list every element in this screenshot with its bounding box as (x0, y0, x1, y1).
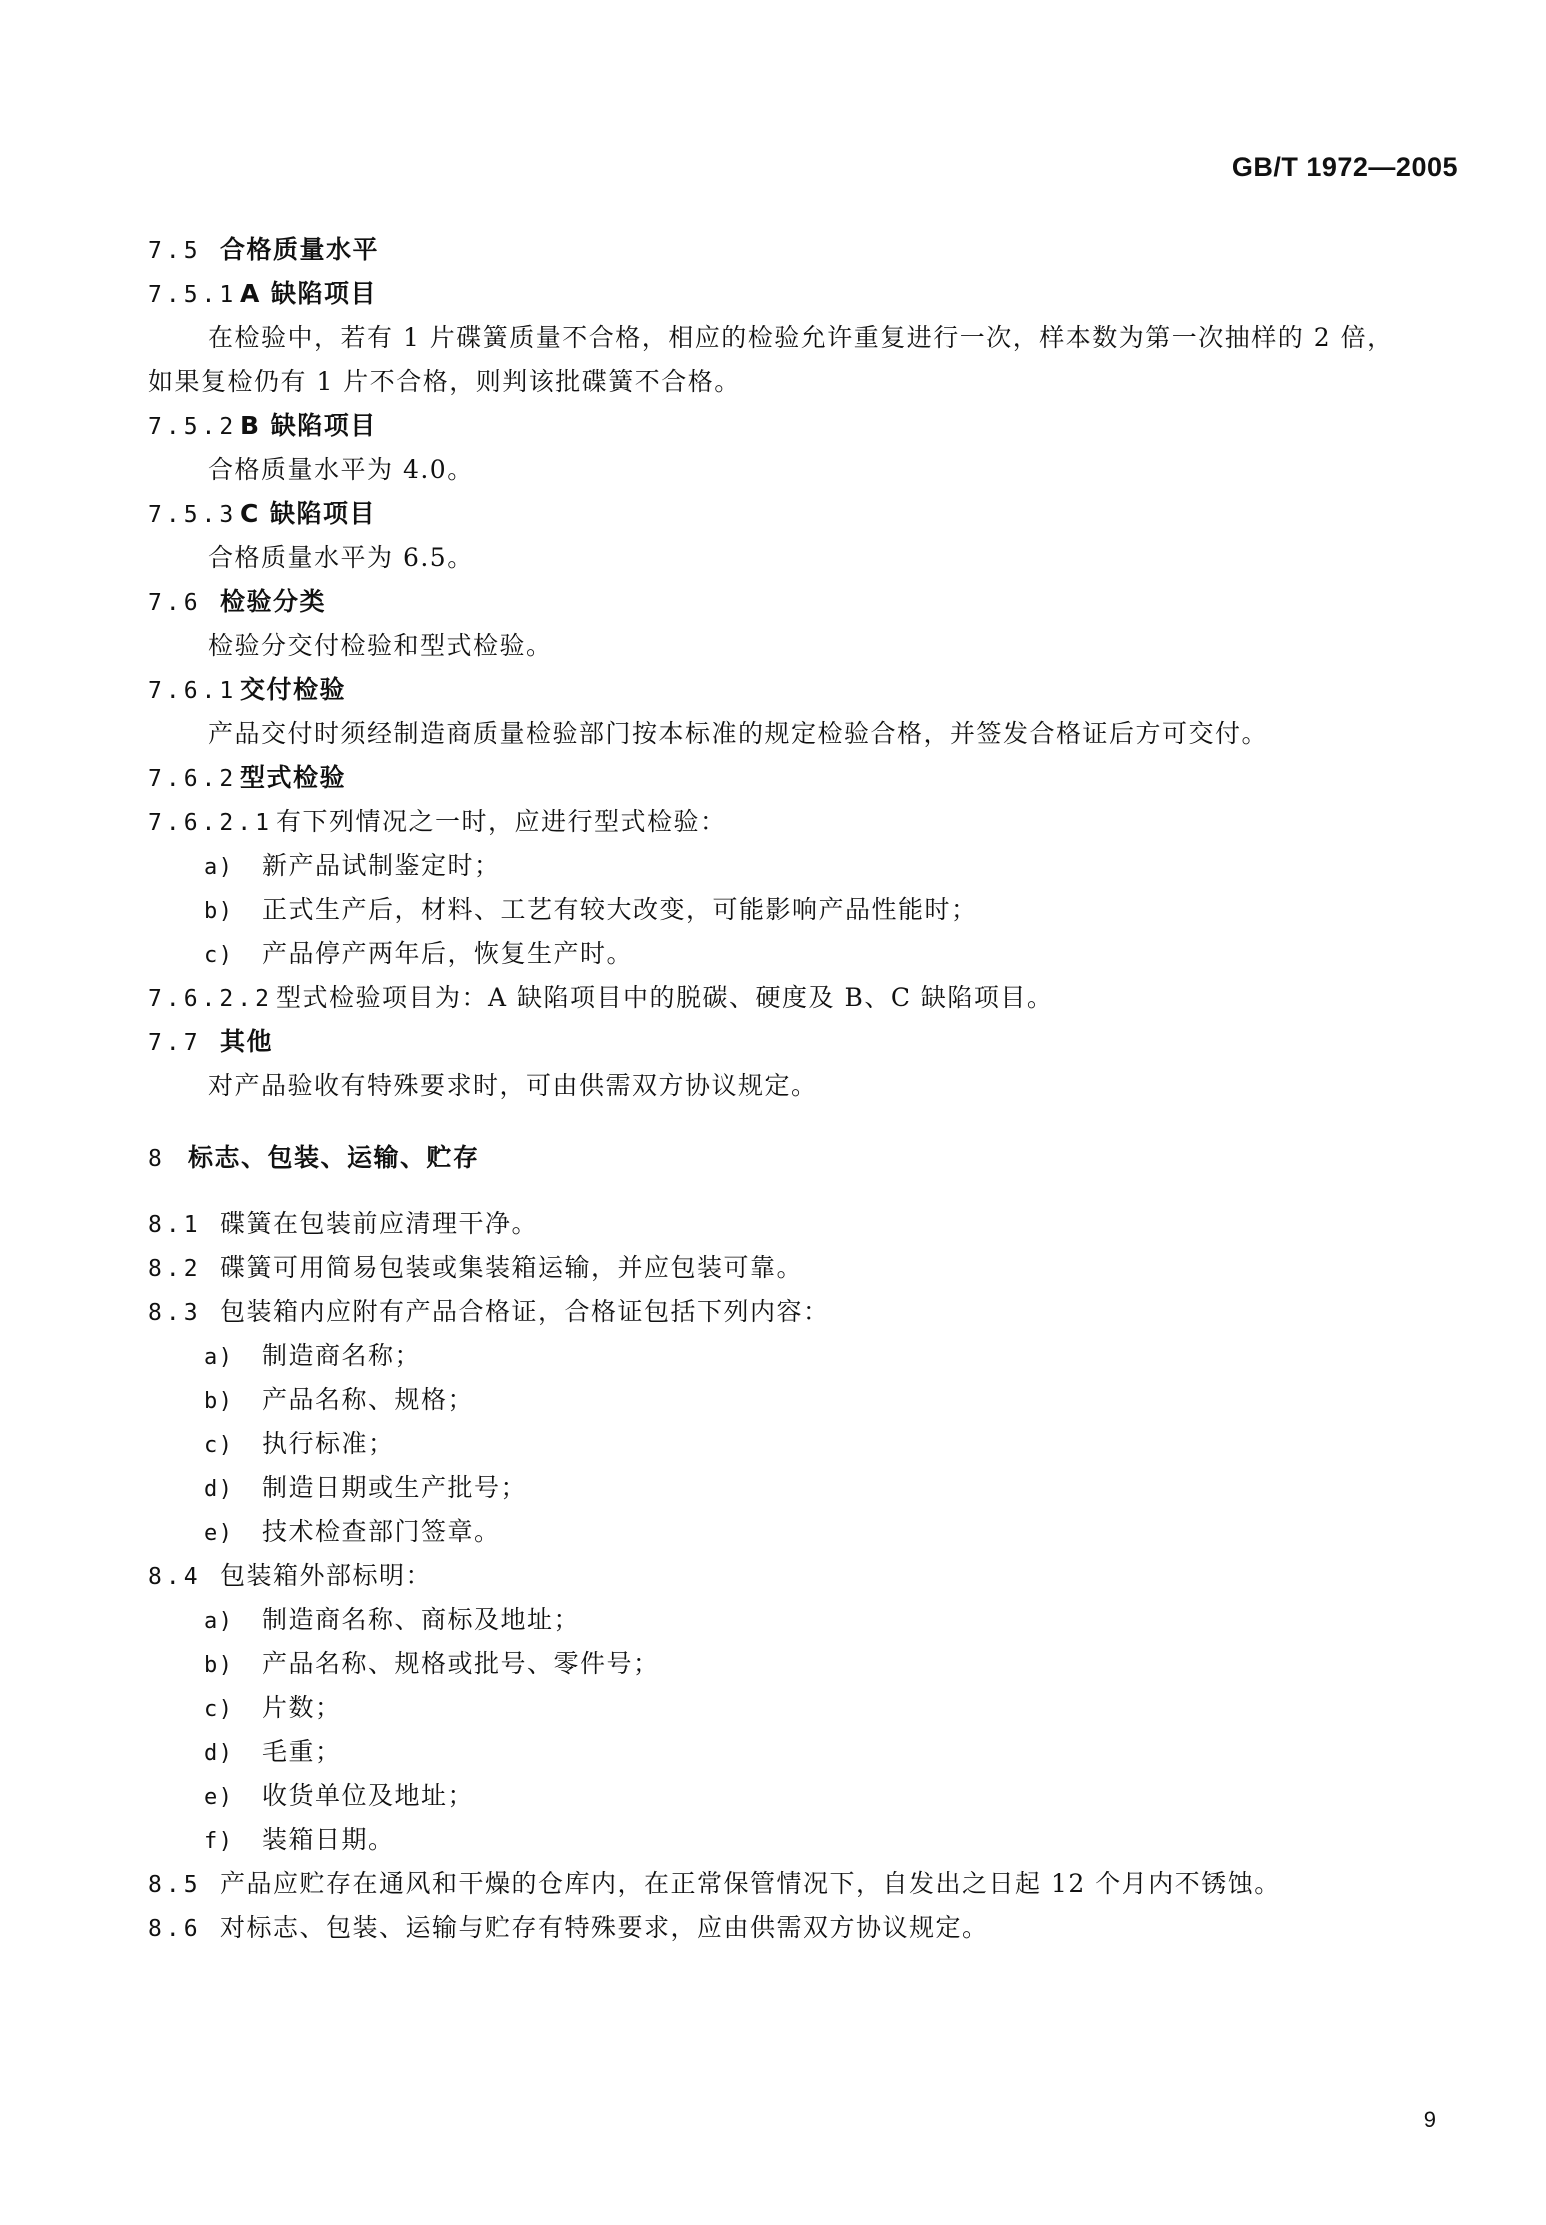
clause (148, 800, 1468, 844)
list-item-label: b) (204, 1653, 234, 1678)
clause (148, 1246, 1468, 1290)
clause (148, 1906, 1468, 1950)
clause-text: 产品应贮存在通风和干燥的仓库内，在正常保管情况下，自发出之日起 12 个月内不锈蚀。 (220, 1869, 1281, 1898)
list-item-label: a) (204, 855, 234, 880)
section-heading (148, 1020, 1468, 1064)
list-item (148, 1774, 1468, 1818)
clause-number: 8.6 (148, 1916, 202, 1942)
list-item-text: 制造商名称、商标及地址； (262, 1605, 581, 1634)
subsection-title: 型式检验 (240, 763, 347, 792)
list-item-label: d) (204, 1477, 234, 1502)
clause-number: 8.5 (148, 1872, 202, 1898)
subsection-number: 7.6.1 (148, 678, 238, 704)
list-item-label: a) (204, 1345, 234, 1370)
clause-number: 8.4 (148, 1564, 202, 1590)
chapter-title: 标志、包装、运输、贮存 (188, 1143, 480, 1172)
section-heading (148, 228, 1468, 272)
list-item-label: e) (204, 1785, 234, 1810)
list-item (148, 1642, 1468, 1686)
paragraph: 对产品验收有特殊要求时，可由供需双方协议规定。 (208, 1071, 818, 1100)
paragraph: 合格质量水平为 4.0。 (208, 455, 474, 484)
section-title: 其他 (220, 1027, 274, 1056)
chapter-heading (148, 1136, 1468, 1180)
list-item-text: 产品停产两年后，恢复生产时。 (262, 939, 634, 968)
clause-text: 包装箱外部标明： (220, 1561, 433, 1590)
list-item (148, 1598, 1468, 1642)
list-item-label: b) (204, 1389, 234, 1414)
clause-text: 有下列情况之一时，应进行型式检验： (276, 807, 727, 836)
list-item-text: 毛重； (262, 1737, 342, 1766)
list-item-text: 装箱日期。 (262, 1825, 395, 1854)
clause-text: 碟簧在包装前应清理干净。 (220, 1209, 539, 1238)
list-item-label: c) (204, 1697, 234, 1722)
list-item (148, 1686, 1468, 1730)
subsection-number: 7.5.1 (148, 282, 238, 308)
subsection-heading (148, 668, 1468, 712)
paragraph: 合格质量水平为 6.5。 (208, 543, 474, 572)
clause (148, 1290, 1468, 1334)
list-item-text: 正式生产后，材料、工艺有较大改变，可能影响产品性能时； (262, 895, 978, 924)
paragraph: 检验分交付检验和型式检验。 (208, 631, 553, 660)
subsection-heading (148, 756, 1468, 800)
clause-number: 8.2 (148, 1256, 202, 1282)
list-item-label: e) (204, 1521, 234, 1546)
clause (148, 1862, 1468, 1906)
list-item-text: 制造日期或生产批号； (262, 1473, 528, 1502)
section-title: 检验分类 (220, 587, 327, 616)
list-item (148, 1422, 1468, 1466)
list-item (148, 1510, 1468, 1554)
clause (148, 1202, 1468, 1246)
clause (148, 1554, 1468, 1598)
list-item (148, 1466, 1468, 1510)
clause-number: 8.1 (148, 1212, 202, 1238)
list-item-text: 片数； (262, 1693, 342, 1722)
clause-number: 7.6.2.1 (148, 810, 273, 836)
subsection-title: 交付检验 (240, 675, 347, 704)
clause (148, 976, 1468, 1020)
list-item (148, 1378, 1468, 1422)
list-item-text: 技术检查部门签章。 (262, 1517, 501, 1546)
list-item-text: 产品名称、规格； (262, 1385, 475, 1414)
list-item (148, 1818, 1468, 1862)
chapter-number: 8 (148, 1146, 166, 1172)
document-body (148, 228, 1468, 1950)
list-item (148, 844, 1468, 888)
subsection-heading (148, 404, 1468, 448)
list-item-text: 制造商名称； (262, 1341, 422, 1370)
subsection-title: A 缺陷项目 (240, 279, 378, 308)
clause-text: 包装箱内应附有产品合格证，合格证包括下列内容： (220, 1297, 830, 1326)
section-heading (148, 580, 1468, 624)
subsection-title: C 缺陷项目 (240, 499, 377, 528)
list-item (148, 1334, 1468, 1378)
paragraph-continuation: 如果复检仍有 1 片不合格，则判该批碟簧不合格。 (148, 367, 741, 396)
subsection-number: 7.5.3 (148, 502, 238, 528)
paragraph: 产品交付时须经制造商质量检验部门按本标准的规定检验合格，并签发合格证后方可交付。 (208, 719, 1269, 748)
clause-text: 型式检验项目为：A 缺陷项目中的脱碳、硬度及 B、C 缺陷项目。 (276, 983, 1054, 1012)
clause-text: 碟簧可用简易包装或集装箱运输，并应包装可靠。 (220, 1253, 804, 1282)
subsection-heading (148, 492, 1468, 536)
list-item-label: c) (204, 943, 234, 968)
clause-number: 7.6.2.2 (148, 986, 273, 1012)
subsection-number: 7.5.2 (148, 414, 238, 440)
list-item-text: 收货单位及地址； (262, 1781, 475, 1810)
section-number: 7.5 (148, 238, 202, 264)
list-item-text: 产品名称、规格或批号、零件号； (262, 1649, 660, 1678)
section-number: 7.7 (148, 1030, 202, 1056)
list-item (148, 888, 1468, 932)
page-number: 9 (1423, 2107, 1436, 2132)
subsection-number: 7.6.2 (148, 766, 238, 792)
subsection-heading (148, 272, 1468, 316)
list-item-label: a) (204, 1609, 234, 1634)
section-number: 7.6 (148, 590, 202, 616)
subsection-title: B 缺陷项目 (240, 411, 377, 440)
clause-text: 对标志、包装、运输与贮存有特殊要求，应由供需双方协议规定。 (220, 1913, 989, 1942)
paragraph: 在检验中，若有 1 片碟簧质量不合格，相应的检验允许重复进行一次，样本数为第一次抽样的 2 倍， (208, 323, 1394, 352)
list-item-label: b) (204, 899, 234, 924)
list-item-label: f) (204, 1829, 234, 1854)
section-title: 合格质量水平 (220, 235, 380, 264)
list-item-text: 执行标准； (262, 1429, 395, 1458)
clause-number: 8.3 (148, 1300, 202, 1326)
list-item (148, 932, 1468, 976)
standard-code: GB/T 1972—2005 (1231, 152, 1458, 182)
list-item-label: c) (204, 1433, 234, 1458)
list-item-label: d) (204, 1741, 234, 1766)
list-item-text: 新产品试制鉴定时； (262, 851, 501, 880)
list-item (148, 1730, 1468, 1774)
